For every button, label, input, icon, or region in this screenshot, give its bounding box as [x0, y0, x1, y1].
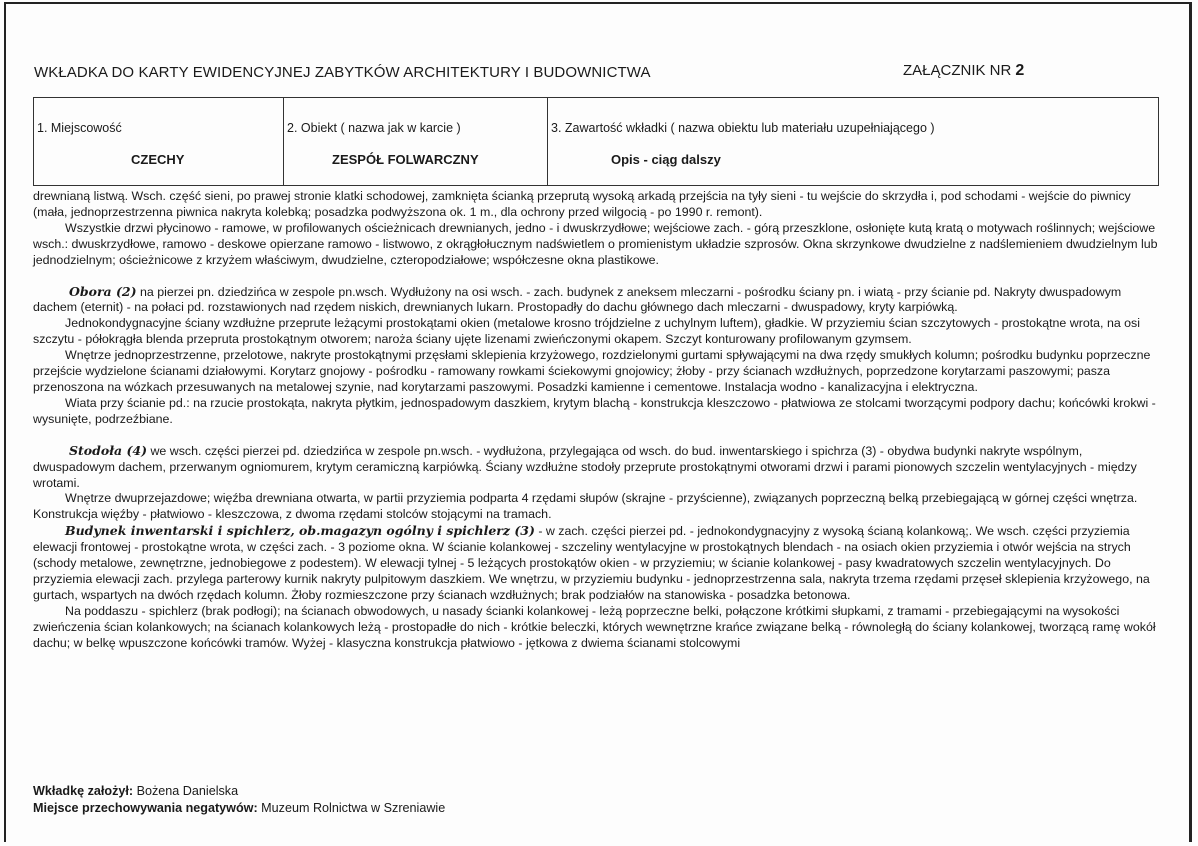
contents-cell: [548, 98, 1158, 185]
info-table: [33, 97, 1159, 186]
spacer: [33, 269, 1163, 284]
stodola-text: we wsch. części pierzei pd. dziedzińca w zespole pn.wsch. - wydłużona, przylegająca od wsch. do bud. inwentarskiego i spichrza (3) - obydwa budynki nakryte wspólnym, dwuspadowym dachem, przerwanym ogniomurem, krytym ceramiczną karpiówką. Ściany wzdłużne stodoły przeprute prostokątnymi otworami drzwi i parami pionowych szczelin wentylacyjnych - między wrotami.: [33, 443, 1137, 490]
paragraph-budynek: [33, 523, 1163, 604]
budynek-text: - w zach. części pierzei pd. - jednokondygnacyjny z wysoką ścianą kolankową;. We wsch. części przyziemia elewacji frontowej - prostokątne wrota, w części zach. - 3 poziome okna. W ścianie kolankowej - szczeliny wentylacyjne w prostokątnych blendach - na osiach okien przyziemia i otwór wejścia na strych (schody metalowe, zewnętrzne, jednobiegowe z podestem). W elewacji tylnej - 5 leżących prostokątów okien - w przyziemiu; w ścianie kolankowej - pasy kwadratowych szczelin wentylacyjnych. Do przyziemia elewacji zach. przylega parterowy kurnik nakryty pulpitowym daszkiem. We wnętrzu, w przyziemiu budynku - jednoprzestrzenna sala, nakryta trzema rzędami przęseł sklepienia krzyżowego, na gurtach, wspartych na dwóch rzędach kolumn. Żłoby rozmieszczone przy ścianach wzdłużnych; brak podziałów na stanowiska - posadzka betonowa.: [33, 524, 1150, 602]
annex-label: [903, 62, 1024, 80]
budynek-heading: Budynek inwentarski i spichlerz, ob.magazyn ogólny i spichlerz (3): [65, 523, 535, 539]
object-label: 2. Obiekt ( nazwa jak w karcie ): [287, 121, 461, 135]
author-value: Bożena Danielska: [136, 784, 239, 798]
description-body: [33, 189, 1163, 651]
negatives-value: Muzeum Rolnictwa w Szreniawie: [261, 800, 446, 815]
annex-text: ZAŁĄCZNIK NR: [903, 62, 1012, 79]
negatives-line: [33, 800, 445, 817]
document-title: WKŁADKA DO KARTY EWIDENCYJNEJ ZABYTKÓW ARCHITEKTURY I BUDOWNICTWA: [34, 64, 651, 81]
paragraph-obora-interior: Wnętrze jednoprzestrzenne, przelotowe, nakryte prostokątnymi przęsłami sklepienia krzyżowego, rozdzielonymi gurtami spływającymi na dwa rzędy smukłych kolumn; pośrodku budynku poprzeczne przejście wydzielone ścianami działowymi. Korytarz gnojowy - pośrodku - ramowany rowkami ściekowymi gnojowicy; żłoby - przy ścianach wzdłużnych, poprzedzone korytarzami paszowymi; pasza przenoszona na wózkach przesuwanych na metalowej szynie, nad korytarzami paszowymi. Posadzki kamienne i cementowe. Instalacja wodno - kanalizacyjna i elektryczna.: [33, 348, 1151, 394]
negatives-label: Miejsce przechowywania negatywów:: [33, 800, 258, 815]
paragraph-obora-walls: Jednokondygnacyjne ściany wzdłużne przeprute leżącymi prostokątami okien (metalowe krosno trójdzielne z uchylnym luftem), gładkie. W przyziemiu ścian szczytowych - prostokątne wrota, na osi szczytu - półokrągła blenda przepruta prostokątnym otworem; naroża ściany ujęte lizenami zwieńczonymi okapem. Szczyt konturowany profilowanym gzymsem.: [33, 316, 1141, 347]
locality-label: 1. Miejscowość: [37, 121, 122, 135]
paragraph-sien: drewnianą listwą. Wsch. część sieni, po prawej stronie klatki schodowej, zamknięta ścianką przeprutą wysoką arkadą przejścia na tyły sieni - tu wejście do skrzydła i, pod schodami - wejście do piwnicy (mała, jednoprzestrzenna piwnica nakryta kolebką; posadzka podwyższona ok. 1 m., dla ochrony przed wilgocią - po 1990 r. remont).: [33, 189, 1131, 219]
obora-text: na pierzei pn. dziedzińca w zespole pn.wsch. Wydłużony na osi wsch. - zach. budynek z aneksem mleczarni - pośrodku ściany pn. i wiatą - przy ścianie pd. Nakryty dwuspadowym dachem (eternit) - na połaci pd. rozstawionych nad rzędem niskich, drewnianych lukarn. Prostopadły do dachu głównego dach mleczarni - dwuspadowy, kryty karpiówką.: [33, 284, 1122, 315]
paragraph-obora: [33, 284, 1163, 317]
object-value: ZESPÓŁ FOLWARCZNY: [332, 152, 479, 167]
object-cell: [284, 98, 548, 185]
spacer: [33, 428, 1163, 443]
paragraph-spichlerz: Na poddaszu - spichlerz (brak podłogi); na ścianach obwodowych, u nasady ścianki kolankowej - leżą poprzeczne belki, połączone krótkimi słupkami, z tramami - przebiegającymi na wysokości zwieńczenia ścian kolankowych; na ścianach kolankowych leżą - prostopadłe do nich - krótkie beleczki, których wewnętrzne krańce związane belką - równoległą do ściany kolankowej, tworzącą ramę wokół dachu; w belkę wpuszczone końcówki tramów. Wyżej - klasyczna konstrukcja płatwiowo - jętkowa z dwiema ścianami stolcowymi: [33, 603, 1156, 650]
contents-value: Opis - ciąg dalszy: [611, 152, 721, 167]
paragraph-stodola: [33, 443, 1163, 492]
author-label: Wkładkę założył:: [33, 784, 134, 798]
obora-heading: Obora (2): [69, 283, 137, 299]
annex-number: 2: [1015, 62, 1025, 79]
contents-label: 3. Zawartość wkładki ( nazwa obiektu lub materiału uzupełniającego ): [551, 121, 935, 135]
footer: [33, 783, 445, 816]
locality-cell: [34, 98, 284, 185]
paragraph-wiata: Wiata przy ścianie pd.: na rzucie prostokąta, nakryta płytkim, jednospadowym daszkiem, krytym blachą - konstrukcja kleszczowo - płatwiowa ze stolcami tworzącymi podpory dachu; końcówki krokwi - wysunięte, podrzeźbiane.: [33, 395, 1156, 426]
locality-value: CZECHY: [131, 152, 185, 167]
author-line: [33, 783, 445, 800]
stodola-heading: Stodoła (4): [69, 442, 148, 458]
paragraph-stodola-interior: Wnętrze dwuprzejazdowe; więźba drewniana otwarta, w partii przyziemia podparta 4 rzędami słupów (skrajne - przyścienne), związanych poprzeczną belką przebiegającą w górnej części wnętrza. Konstrukcja więźby - płatwiowo - kleszczowa, z dwoma rzędami stolców stojącymi na tramach.: [33, 491, 1138, 522]
paragraph-doors: Wszystkie drzwi płycinowo - ramowe, w profilowanych ościeżnicach drewnianych, jedno - i dwuskrzydłowe; wejściowe zach. - górą przeszklone, osłonięte kutą kratą o motywach roślinnych; wejściowe wsch.: dwuskrzydłowe, ramowo - deskowe opierzane ramowo - listwowo, z okrągłołucznym nadświetlem o promienistym układzie szprosów. Okna skrzynkowe dwudzielne z nadślemieniem dwudzielnym lub jednodzielnym; ościeżnicowe z krzyżem właściwym, dwudzielne, czteropodziałowe; współczesne okna plastikowe.: [33, 220, 1158, 267]
